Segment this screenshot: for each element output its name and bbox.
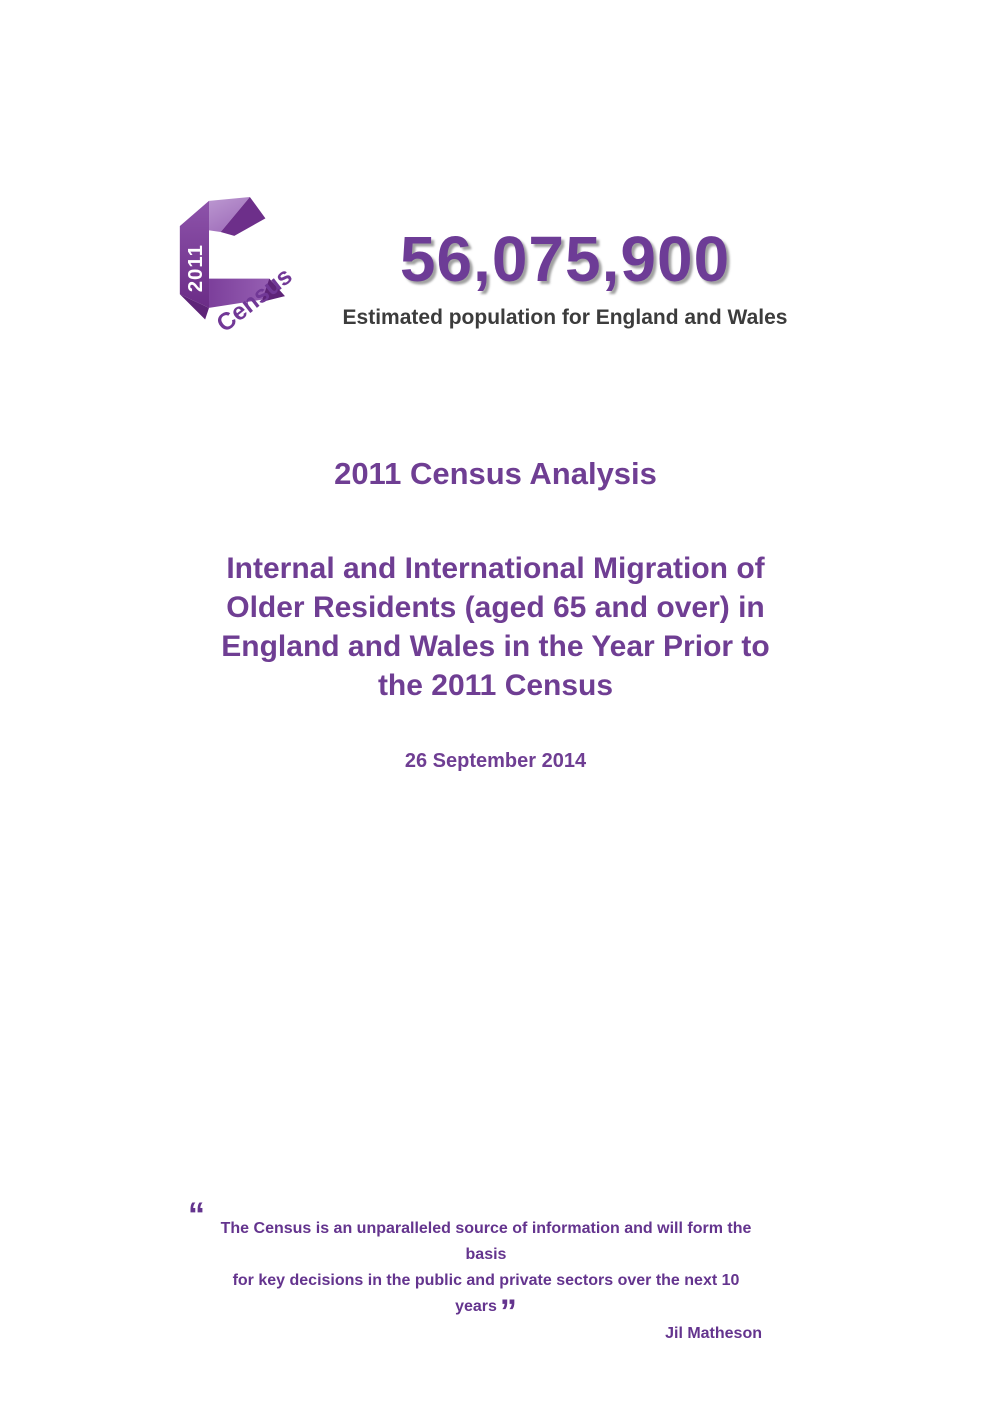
- census-2011-logo: [174, 190, 316, 342]
- quote-line-1: The Census is an unparalleled source of information and will form the basis: [220, 1220, 752, 1263]
- logo-census-label: Census: [211, 262, 298, 338]
- main-title: [0, 549, 991, 705]
- quote-block: [186, 1196, 786, 1344]
- open-quote-mark: “: [188, 1196, 205, 1234]
- quote-attribution: Jil Matheson: [665, 1325, 762, 1342]
- quote-line-2: [200, 1268, 772, 1331]
- census-logo-icon: [174, 190, 316, 342]
- close-quote-mark: ”: [499, 1293, 517, 1331]
- quote-text: [186, 1196, 786, 1331]
- population-block: [330, 223, 800, 330]
- logo-year-label: 2011: [185, 244, 208, 293]
- series-title: 2011 Census Analysis: [334, 456, 657, 491]
- population-caption: Estimated population for England and Wales: [342, 306, 788, 329]
- publication-date: 26 September 2014: [404, 750, 587, 772]
- main-title-line-2: Older Residents (aged 65 and over) in: [226, 591, 765, 624]
- quote-line-2-text: for key decisions in the public and private sectors over the next 10 years: [232, 1272, 740, 1315]
- main-title-line-4: the 2011 Census: [377, 669, 614, 702]
- population-figure: 56,075,900: [399, 223, 731, 295]
- main-title-line-3: England and Wales in the Year Prior to: [221, 630, 770, 663]
- main-title-line-1: Internal and International Migration of: [226, 552, 765, 585]
